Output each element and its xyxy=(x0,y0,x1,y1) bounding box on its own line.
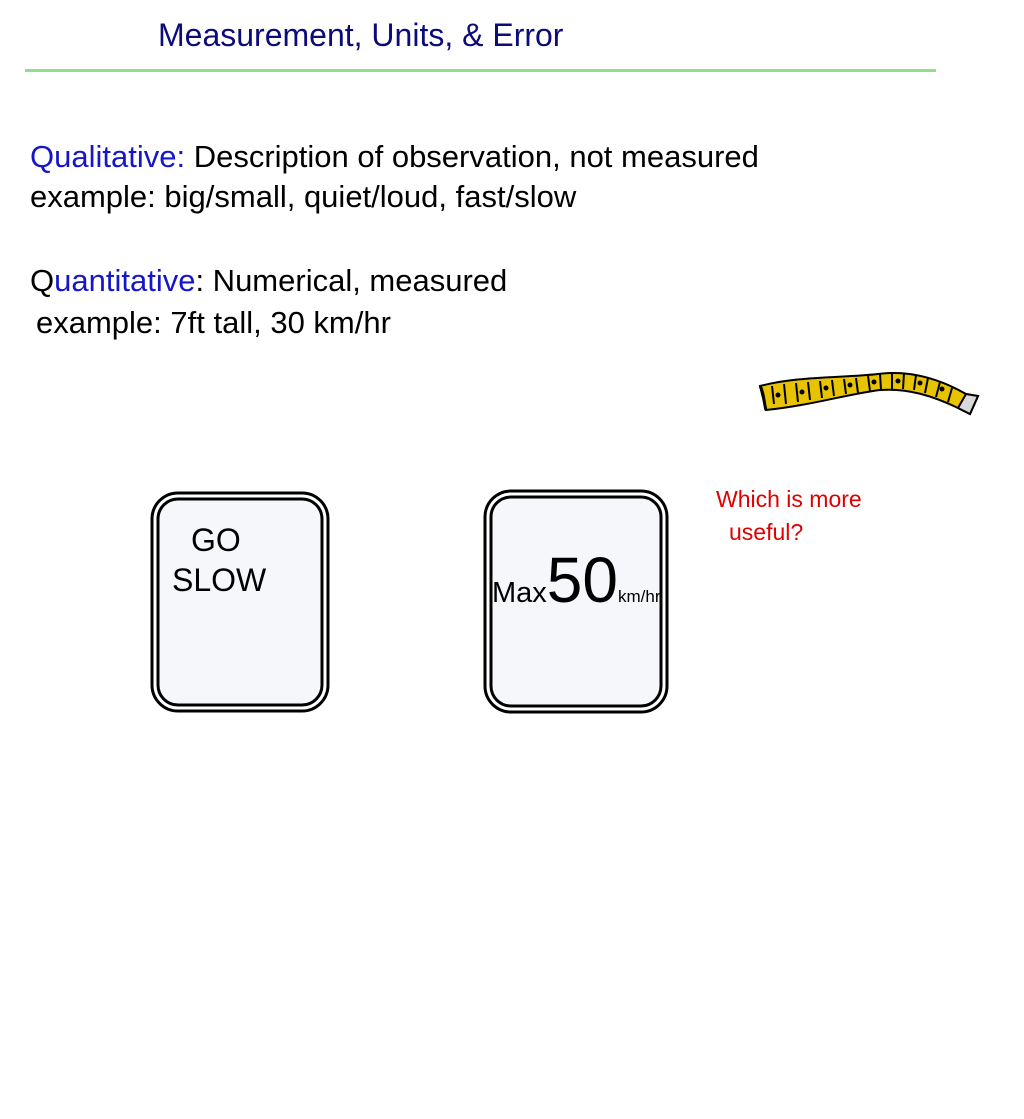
speed-limit-sign xyxy=(483,489,669,714)
tape-measure-icon xyxy=(758,368,980,418)
title-divider xyxy=(25,69,936,72)
qualitative-definition-text: Description of observation, not measured xyxy=(185,139,759,174)
question-line-1: Which is more xyxy=(716,486,862,512)
speed-limit-value: 50 xyxy=(546,544,618,616)
speed-limit-prefix: Max xyxy=(492,577,547,609)
go-slow-line-2: SLOW xyxy=(172,562,267,598)
speed-limit-unit: km/hr xyxy=(617,587,661,606)
quantitative-term: uantitative xyxy=(54,263,196,298)
speed-limit-text xyxy=(492,544,661,629)
question-text xyxy=(716,483,862,549)
quantitative-definition-text: : Numerical, measured xyxy=(195,263,508,298)
quantitative-term-initial: Q xyxy=(30,263,55,298)
go-slow-line-1: GO xyxy=(191,522,241,558)
go-slow-sign xyxy=(150,491,330,713)
quantitative-example: example: 7ft tall, 30 km/hr xyxy=(36,305,391,340)
qualitative-example: example: big/small, quiet/loud, fast/slow xyxy=(30,179,577,214)
quantitative-definition xyxy=(30,263,507,299)
question-line-2: useful? xyxy=(729,519,804,545)
slide-title: Measurement, Units, & Error xyxy=(158,17,564,53)
qualitative-term: Qualitative: xyxy=(30,139,186,174)
qualitative-definition xyxy=(30,139,759,175)
